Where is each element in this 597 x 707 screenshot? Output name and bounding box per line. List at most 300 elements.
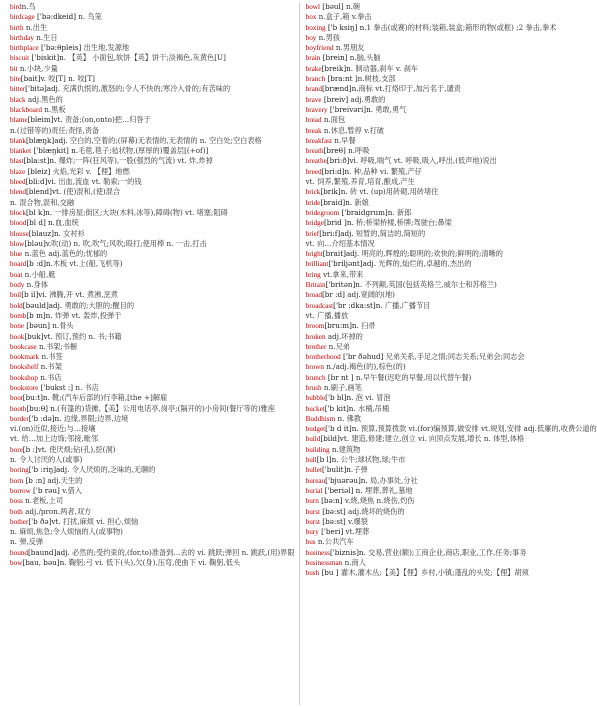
dictionary-entry <box>10 95 295 105</box>
entry-definition: n. 混合物,混和,交融 <box>10 197 75 207</box>
entry-headword: blow <box>10 239 25 248</box>
entry-phonetic: ['biskit]n. <box>29 53 67 63</box>
dictionary-entry <box>306 23 597 33</box>
entry-definition: 爆炸;一阵(狂风等),一股(强烈的气流) vt. 炸,炸掉 <box>56 156 213 166</box>
entry-definition: v.烧,烧焦 n.烧伤,灼伤 <box>342 496 415 506</box>
entry-definition: n.男朋友 <box>333 43 365 53</box>
entry-definition: n.鸟 <box>21 2 36 11</box>
entry-headword: boy <box>305 33 317 42</box>
entry-definition: 建造,修建;建立,创立 vi. 向顶点发展,增长 n. 体型,体格 <box>349 434 525 444</box>
entry-headword: blaze <box>10 167 26 176</box>
entry-definition: n.小船,艇 <box>22 269 56 279</box>
dictionary-entry <box>306 115 597 125</box>
entry-definition: 出生地,发源地 <box>81 43 130 53</box>
dictionary-entry <box>10 136 295 146</box>
entry-definition: n.脑,头脑 <box>347 53 381 63</box>
entry-headword: bookstore <box>10 383 39 392</box>
entry-definition: 靴;(汽车后部的)行李箱,[the +]解雇 <box>49 393 168 403</box>
dictionary-entry <box>10 558 295 568</box>
entry-headword: brick <box>305 188 321 197</box>
entry-definition: n.老板,上司 <box>22 496 64 506</box>
entry-headword: brown <box>305 363 324 372</box>
dictionary-entry <box>306 393 597 403</box>
dictionary-entry <box>10 84 295 94</box>
dictionary-entry <box>306 342 597 352</box>
entry-definition: 使厌烦;钻(孔),挖(洞) <box>46 444 116 454</box>
entry-definition: (使)混和,(使)混合 <box>61 187 121 197</box>
entry-headword: bridge <box>305 219 324 228</box>
entry-headword: bitter <box>10 85 26 94</box>
entry-definition: n.出生 <box>23 22 48 32</box>
entry-definition: n.碗 <box>343 2 361 11</box>
entry-phonetic: ['blæŋkit] n. <box>31 146 79 156</box>
entry-definition: n. 弹,反弹 <box>10 537 44 547</box>
entry-phonetic: ['bulit]n. <box>321 465 354 475</box>
entry-phonetic: [bild]vt. <box>320 434 350 444</box>
entry-definition: 短暂的,简洁的,简短的 <box>353 228 426 238</box>
entry-definition: adj.黑色的 <box>25 94 63 104</box>
entry-definition: 泡 vi. 冒泡 <box>353 393 391 403</box>
entry-headword: bite <box>10 75 21 84</box>
dictionary-entry <box>306 84 597 94</box>
entry-definition: 咬[T] n. 咬[T] <box>45 74 95 84</box>
entry-phonetic: [br nt ] <box>325 372 354 382</box>
dictionary-entry <box>306 496 597 506</box>
entry-definition: v.爆裂 <box>345 516 368 526</box>
entry-headword: build <box>305 435 321 444</box>
entry-definition: n.黑板 <box>41 104 66 114</box>
entry-headword: breath <box>305 147 324 156</box>
dictionary-entry <box>10 33 295 43</box>
entry-definition: v.借入 <box>59 485 82 495</box>
entry-definition: 局,办事处,分社 <box>367 475 418 485</box>
entry-headword: bookshelf <box>10 363 39 372</box>
entry-phonetic: [buk]vt. <box>24 331 53 341</box>
dictionary-entry <box>10 548 295 558</box>
entry-phonetic: [blend]vt. <box>25 187 62 197</box>
dictionary-entry <box>10 115 295 125</box>
dictionary-entry <box>10 249 295 259</box>
entry-headword: bleed <box>10 178 26 187</box>
entry-definition: adj.天生的 <box>45 475 83 485</box>
dictionary-entry <box>306 517 597 527</box>
entry-headword: burn <box>305 497 319 506</box>
entry-definition: 呼吸,喘气 vt. 呼吸,吸入,呼出,(低声地)说出 <box>358 156 497 166</box>
dictionary-entry <box>10 126 295 136</box>
dictionary-entry <box>10 239 295 249</box>
entry-phonetic: [bait]v. <box>20 74 46 84</box>
entry-headword: bush <box>305 569 320 578</box>
dictionary-entry <box>10 290 295 300</box>
entry-headword: businessman <box>305 559 343 568</box>
entry-headword: blanket <box>10 147 32 156</box>
entry-phonetic: ['bə:θpleis] <box>38 43 82 53</box>
entry-definition: n.书店 <box>37 372 62 382</box>
entry-phonetic: [bə:st] <box>319 506 346 516</box>
dictionary-entry <box>306 548 597 558</box>
dictionary-entry <box>306 434 597 444</box>
entry-headword: boxing <box>305 23 326 32</box>
entry-definition: n.书签 <box>39 352 63 362</box>
dictionary-entry <box>306 445 597 455</box>
entry-headword: birthplace <box>10 44 39 53</box>
dictionary-entry <box>10 332 295 342</box>
entry-phonetic: [b :d]n. <box>26 259 53 269</box>
entry-headword: breathe <box>305 157 327 166</box>
entry-phonetic: [bl d] n. <box>26 218 55 228</box>
entry-headword: brave <box>305 95 322 104</box>
entry-phonetic: [bəul] <box>319 2 344 11</box>
entry-headword: blank <box>10 136 26 145</box>
dictionary-entry <box>10 64 295 74</box>
entry-headword: bus <box>305 538 316 547</box>
dictionary-entry <box>10 393 295 403</box>
entry-headword: boring <box>10 466 29 475</box>
dictionary-entry <box>306 332 597 342</box>
entry-phonetic: [breiv] <box>321 94 349 104</box>
dictionary-entry <box>10 527 295 537</box>
dictionary-entry <box>306 527 597 537</box>
entry-definition: 埋葬,葬礼,墓地 <box>362 485 413 495</box>
entry-definition: 沸腾,开 vt. 煮沸,烹煮 <box>46 290 118 300</box>
entry-headword: brotherhood <box>305 353 341 362</box>
dictionary-entry <box>306 465 597 475</box>
dictionary-entry <box>306 187 597 197</box>
dictionary-entry <box>10 74 295 84</box>
entry-headword: birth <box>10 23 24 32</box>
entry-headword: birthday <box>10 33 34 42</box>
entry-phonetic: ['britən]n. <box>325 280 363 290</box>
entry-headword: branch <box>305 75 326 84</box>
entry-headword: borrow <box>10 486 31 495</box>
entry-headword: born <box>10 476 24 485</box>
entry-phonetic: [b :]vt. <box>22 444 47 454</box>
entry-definition: n. 麻烦,焦急;令人烦恼的人(或事物) <box>10 527 123 537</box>
entry-headword: brief <box>305 229 320 238</box>
entry-phonetic: [brik]n. <box>320 187 348 197</box>
entry-definition: 一排房屋;街区;大块(木料,冰等),障碍(物) vt. 堵塞;阻碍 <box>52 207 228 217</box>
entry-phonetic: [b m]n. <box>26 310 53 320</box>
entry-phonetic: ['biznis]n. <box>329 547 366 557</box>
entry-headword: bravery <box>305 105 328 114</box>
entry-headword: border <box>10 414 29 423</box>
dictionary-entry <box>10 362 295 372</box>
dictionary-entry <box>306 146 597 156</box>
entry-headword: bread <box>305 116 322 125</box>
entry-phonetic: ['b rəu] <box>30 485 60 495</box>
entry-headword: bucket <box>305 404 325 413</box>
entry-definition: n.早午餐(迟吃的早餐,用以代替午餐) <box>353 372 472 382</box>
entry-headword: boat <box>10 270 23 279</box>
entry-headword: bury <box>305 528 319 537</box>
entry-phonetic: [bleim]vt. <box>27 115 63 125</box>
entry-headword: budget <box>305 425 326 434</box>
entry-phonetic: ['br :dka:st]n. <box>333 300 383 310</box>
entry-definition: 女衬衫 <box>60 228 85 238</box>
dictionary-entry <box>306 218 597 228</box>
entry-definition: 商标 vt.打烙印于,加污名于,谴责 <box>358 84 461 94</box>
dictionary-entry <box>10 311 295 321</box>
dictionary-entry <box>306 53 597 63</box>
entry-headword: bird <box>10 3 22 11</box>
entry-phonetic: [bəun] <box>23 321 50 331</box>
entry-definition: 火焰,光彩 v. 【俚】地燃 <box>50 166 130 176</box>
dictionary-entry <box>306 43 597 53</box>
dictionary-entry <box>10 537 295 547</box>
dictionary-entry <box>306 301 597 311</box>
entry-headword: breed <box>305 167 322 176</box>
entry-headword: bomb <box>10 311 27 320</box>
entry-phonetic: ['b :riŋ]adj. <box>28 465 70 475</box>
entry-headword: blood <box>10 219 27 228</box>
entry-phonetic: ['bə:dkeid] <box>34 12 77 22</box>
entry-phonetic: [bu:t]n. <box>22 393 50 403</box>
entry-definition: 兄弟关系,手足之情;同志关系;兄弟会;同志会 <box>383 352 525 362</box>
dictionary-entry <box>306 33 597 43</box>
dictionary-entry <box>10 465 295 475</box>
dictionary-entry <box>306 373 597 383</box>
entry-definition: adj.宽阔的(地) <box>344 290 395 300</box>
dictionary-entry <box>306 198 597 208</box>
entry-definition: n. 佛教 <box>335 413 362 423</box>
entry-phonetic: [b :n] <box>23 475 46 485</box>
dictionary-entry <box>10 167 295 177</box>
entry-headword: booth <box>10 404 27 413</box>
entry-phonetic: ['b ðə]vt. <box>28 516 61 526</box>
entry-definition: n.生日 <box>33 32 58 42</box>
dictionary-entry <box>10 486 295 496</box>
entry-headword: burial <box>305 486 323 495</box>
entry-definition: n.建筑物 <box>329 444 361 454</box>
entry-phonetic: [bləu]v. <box>24 238 52 248</box>
entry-headword: brand <box>305 85 322 94</box>
entry-headword: blackboard <box>10 105 42 114</box>
entry-phonetic: [brait]adj. <box>322 249 360 259</box>
entry-phonetic: ['beriəl] n. <box>322 485 363 495</box>
entry-phonetic: [bru:m]n. <box>324 321 359 331</box>
entry-definition: 砖 vt. (up)用砖砌,用砖堵住 <box>347 187 439 197</box>
entry-phonetic: [breθ] <box>323 146 346 156</box>
entry-definition: 木板 vt.上(船,飞机等) <box>52 259 123 269</box>
entry-phonetic: ['bitə]adj. <box>25 84 61 94</box>
entry-headword: broken <box>305 332 326 341</box>
dictionary-entry <box>306 290 597 300</box>
dictionary-entry <box>10 105 295 115</box>
dictionary-entry <box>10 383 295 393</box>
entry-headword: bit <box>10 64 18 73</box>
entry-definition: n.盒子,箱 v.拳击 <box>316 12 372 22</box>
dictionary-entry <box>306 507 597 517</box>
dictionary-entry <box>10 156 295 166</box>
entry-headword: broad <box>305 291 322 300</box>
entry-headword: both <box>10 507 23 516</box>
dictionary-entry <box>10 507 295 517</box>
entry-headword: brunch <box>305 373 326 382</box>
entry-definition: n.小块,少量 <box>17 63 58 73</box>
entry-phonetic: [bleiz] <box>25 166 51 176</box>
entry-phonetic: [b l]n. <box>316 455 339 465</box>
dictionary-entry <box>10 146 295 156</box>
entry-phonetic: [bəuld]adj. <box>22 300 63 310</box>
dictionary-entry <box>10 342 295 352</box>
dictionary-entry <box>10 352 295 362</box>
entry-phonetic: [blauz]n. <box>28 228 61 238</box>
entry-definition: 鞠躬;弓 vi. 低下(头),欠(身),压弯,使曲下 vi. 鞠躬,低头 <box>66 558 241 568</box>
entry-definition: 桥;桥梁桥楼,桥牌;驾驶台;鼻梁 <box>353 218 452 228</box>
entry-headword: bow <box>10 559 23 568</box>
entry-definition: 炸弹 vt. 轰炸,投弹于 <box>52 310 122 320</box>
entry-definition: n.刷子,画笔 <box>321 382 362 392</box>
entry-definition: 吹(动) n. 吹,吹气;风吹;殴打;使用棒 n. 一击,打击 <box>51 238 207 248</box>
entry-definition: 预算,预算拨款 vi.(for)编预算,做安排 vt.规划,安排 adj.低廉的,收费公道的 <box>358 424 597 434</box>
left-column <box>10 2 300 705</box>
dictionary-entry <box>10 455 295 465</box>
dictionary-entry <box>10 187 295 197</box>
entry-definition: 不列颠,英国(包括英格兰,威尔士和苏格兰) <box>362 280 497 290</box>
dictionary-entry <box>10 2 295 12</box>
dictionary-entry <box>306 414 597 424</box>
dictionary-entry <box>306 64 597 74</box>
dictionary-entry <box>306 259 597 269</box>
dictionary-entry <box>306 177 597 187</box>
entry-headword: bone <box>10 322 24 331</box>
entry-definition: n.呼吸 <box>345 146 370 156</box>
entry-definition: vt.埋葬 <box>343 527 370 537</box>
entry-phonetic: ['b ksiŋ] n.1 <box>325 22 372 32</box>
entry-headword: bubble <box>305 394 326 403</box>
entry-headword: bullet <box>305 466 322 475</box>
entry-definition: n. 令人讨厌的人(或事) <box>10 455 83 465</box>
entry-headword: box <box>305 13 317 22</box>
entry-definition: n.早餐 <box>331 135 356 145</box>
dictionary-entry <box>306 476 597 486</box>
entry-headword: burst <box>305 507 320 516</box>
dictionary-entry <box>10 198 295 208</box>
entry-definition: n.兄弟 <box>326 341 350 351</box>
entry-headword: body <box>10 281 25 290</box>
entry-definition: n. 书店 <box>73 382 99 392</box>
entry-phonetic: ['braidgrum]n. <box>339 207 395 217</box>
entry-headword: bookshop <box>10 373 38 382</box>
entry-phonetic: [bri:ð]vi. <box>326 156 359 166</box>
entry-phonetic: [bri:f]adj. <box>319 228 354 238</box>
entry-headword: broadcast <box>305 301 334 310</box>
dictionary-entry <box>10 414 295 424</box>
dictionary-entry <box>306 126 597 136</box>
entry-definition: n.骨头 <box>50 321 74 331</box>
entry-definition: ]n.树枝,支部 <box>352 74 396 84</box>
entry-headword: bride <box>305 198 321 207</box>
entry-definition: 新郎 <box>394 207 412 217</box>
entry-headword: bother <box>10 517 29 526</box>
entry-headword: boot <box>10 394 23 403</box>
entry-phonetic: [blæŋk]adj. <box>25 135 68 145</box>
entry-phonetic: ['beri] <box>318 527 344 537</box>
entry-headword: bull <box>305 456 317 465</box>
entry-definition: 拳击(或赛)的材料;装箱,装盒;箱形的物(或框) ;2 拳击,拳术 <box>371 22 557 32</box>
dictionary-entry <box>306 208 597 218</box>
entry-phonetic: [bl k]n. <box>25 207 53 217</box>
entry-headword: bright <box>305 250 323 259</box>
entry-headword: blend <box>10 188 26 197</box>
entry-headword: blast <box>10 157 24 166</box>
entry-phonetic: [bau, bəu]n. <box>22 558 67 568</box>
entry-headword: break <box>305 126 322 135</box>
dictionary-entry <box>10 373 295 383</box>
dictionary-entry <box>306 105 597 115</box>
entry-definition: vt. 给…加上边饰;邻接,毗邻 <box>10 434 99 444</box>
entry-headword: blue <box>10 250 23 259</box>
entry-definition: vt. 广播,播放 <box>305 310 349 320</box>
entry-headword: black <box>10 95 26 104</box>
dictionary-entry <box>10 404 295 414</box>
dictionary-entry <box>306 239 597 249</box>
dictionary-entry <box>10 12 295 22</box>
entry-definition: n.(过错等的)责任;责怪,责备 <box>10 125 100 135</box>
entry-definition: n.书架 <box>38 362 62 372</box>
dictionary-entry <box>306 486 597 496</box>
entry-definition: 必然的;受约束的,(for,to)准备到…去的 vi. 跳跃;弹回 n. 跳跃,(用)界限 <box>69 547 295 557</box>
entry-headword: birdcage <box>10 13 35 22</box>
entry-phonetic: [bu ] <box>319 568 339 578</box>
entry-phonetic: ['b bl]n. <box>325 393 354 403</box>
dictionary-entry <box>10 23 295 33</box>
entry-definition: n. 鸟笼 <box>76 12 102 22</box>
entry-definition: 子弹 <box>353 465 368 475</box>
entry-headword: bold <box>10 301 23 310</box>
entry-headword: biscuit <box>10 54 30 63</box>
entry-phonetic: [brid ]n. <box>323 218 354 228</box>
dictionary-entry <box>306 2 597 12</box>
entry-phonetic: [bu:θ] n. <box>26 403 58 413</box>
entry-phonetic: ['b d it]n. <box>325 424 359 434</box>
dictionary-entry <box>306 321 597 331</box>
entry-headword: Britain <box>305 281 326 290</box>
dictionary-entry <box>10 229 295 239</box>
dictionary-entry <box>306 404 597 414</box>
entry-definition: n.公共汽车 <box>315 537 354 547</box>
dictionary-entry <box>10 445 295 455</box>
dictionary-entry <box>306 156 597 166</box>
dictionary-entry <box>306 270 597 280</box>
entry-definition: adj./pron.两者,双方 <box>22 506 92 516</box>
entry-headword: boyfriend <box>305 44 334 53</box>
entry-phonetic: [bla:st]n. <box>23 156 57 166</box>
entry-headword: block <box>10 208 26 217</box>
entry-definition: 勇敢的;大胆的;醒目的 <box>62 300 135 310</box>
entry-definition: 【英】 小面包,软饼【英】饼干;淡褐色,灰黄色[U] <box>66 53 226 63</box>
entry-definition: 光辉的,灿烂的,卓越的,杰出的 <box>376 259 472 269</box>
entry-definition: n.书架;书橱 <box>36 341 78 351</box>
dictionary-entry <box>10 280 295 290</box>
entry-phonetic: [bri:d]n. <box>321 166 352 176</box>
entry-definition: 勇敢,勇气 <box>372 104 407 114</box>
dictionary-entry <box>306 383 597 393</box>
dictionary-entry <box>10 43 295 53</box>
entry-phonetic: ['bukst :] <box>38 382 74 392</box>
entry-definition: 交易,营业(额);工商企业,商店,职业,工作,任务;事务 <box>365 547 527 557</box>
entry-definition: vt. 饲养,繁殖,养育,培育,酿成,产生 <box>305 177 415 187</box>
entry-definition: 公牛;球状物,球;牛市 <box>338 455 406 465</box>
entry-headword: business <box>305 548 330 557</box>
entry-definition: adj.烧坏的烧伤的 <box>345 506 405 516</box>
entry-phonetic: ['br ðəhud] <box>340 352 384 362</box>
entry-definition: 种,品种 vi. 繁殖,产仔 <box>351 166 422 176</box>
dictionary-entry <box>10 259 295 269</box>
dictionary-entry <box>10 270 295 280</box>
dictionary-entry <box>10 218 295 228</box>
entry-definition: 充满仇恨的,激怒的;令人不快的;寒冷入骨的;有苦味的 <box>60 84 231 94</box>
